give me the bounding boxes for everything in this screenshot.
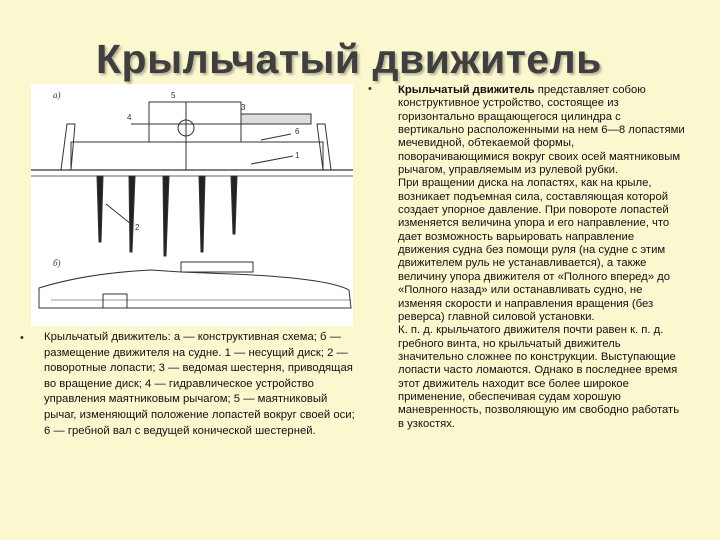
drive-shaft <box>241 114 311 124</box>
propeller-diagram-figure <box>31 84 353 326</box>
description-term: Крыльчатый движитель <box>398 84 535 96</box>
caption-block <box>20 330 356 439</box>
description-intro: представляет собою конструктивное устройство, состоящее из горизонтально вращающегося цилиндра с вертикально расположенными на нем 6—8 лопастями мечевидной, обтекаемой формы, поворачивающимися вокруг своих осей маятниковым рычагом, управляемым из рулевой рубки. <box>398 84 685 177</box>
callout-5: 5 <box>171 91 176 100</box>
description-text <box>398 84 688 431</box>
label-b: б) <box>53 258 61 268</box>
label-a: а) <box>53 90 61 100</box>
callout-2: 2 <box>135 223 140 232</box>
propeller-diagram <box>31 84 353 326</box>
description-bullet: • <box>368 83 372 95</box>
callout-4: 4 <box>127 113 132 122</box>
callout-3: 3 <box>241 103 246 112</box>
callout-1: 1 <box>295 151 300 160</box>
description-block <box>368 84 708 431</box>
slide-title: Крыльчатый движитель <box>96 36 602 82</box>
callout-6: 6 <box>295 127 300 136</box>
description-paragraph-2: При вращении диска на лопастях, как на крыле, возникает подъемная сила, составляющая которой создает упорное давление. При повороте лопастей изменяется величина упора и его направление, что дает возможность варьировать направление движения судна без помощи руля (на судне с этим движителем руль не устанавливается), а также величину упора движителя от «Полного вперед» до «Полного назад» или останавливать судно, не изменяя скорости и направления вращения (без реверса) главной силовой установки. <box>398 177 671 323</box>
description-paragraph-3: К. п. д. крыльчатого движителя почти равен к. п. д. гребного винта, но крыльчатый движитель значительно сложнее по конструкции. Выступающие лопасти часто ломаются. Однако в последнее время этот движитель находит все более широкое применение, обеспечивая судам хорошую маневренность, позволяющую им свободно работать в узкостях. <box>398 324 680 430</box>
caption-bullet: • <box>20 332 24 344</box>
figure-caption: Крыльчатый движитель: а — конструктивная схема; б — размещение движителя на судне. 1 — несущий диск; 2 — поворотные лопасти; 3 — ведомая шестерня, приводящая во вращение диск; 4 — гидравлическое устройство управления маятниковым рычагом; 5 — маятниковый рычаг, изменяющий положение лопастей вокруг своей оси; 6 — гребной вал с ведущей конической шестерней. <box>44 331 355 437</box>
